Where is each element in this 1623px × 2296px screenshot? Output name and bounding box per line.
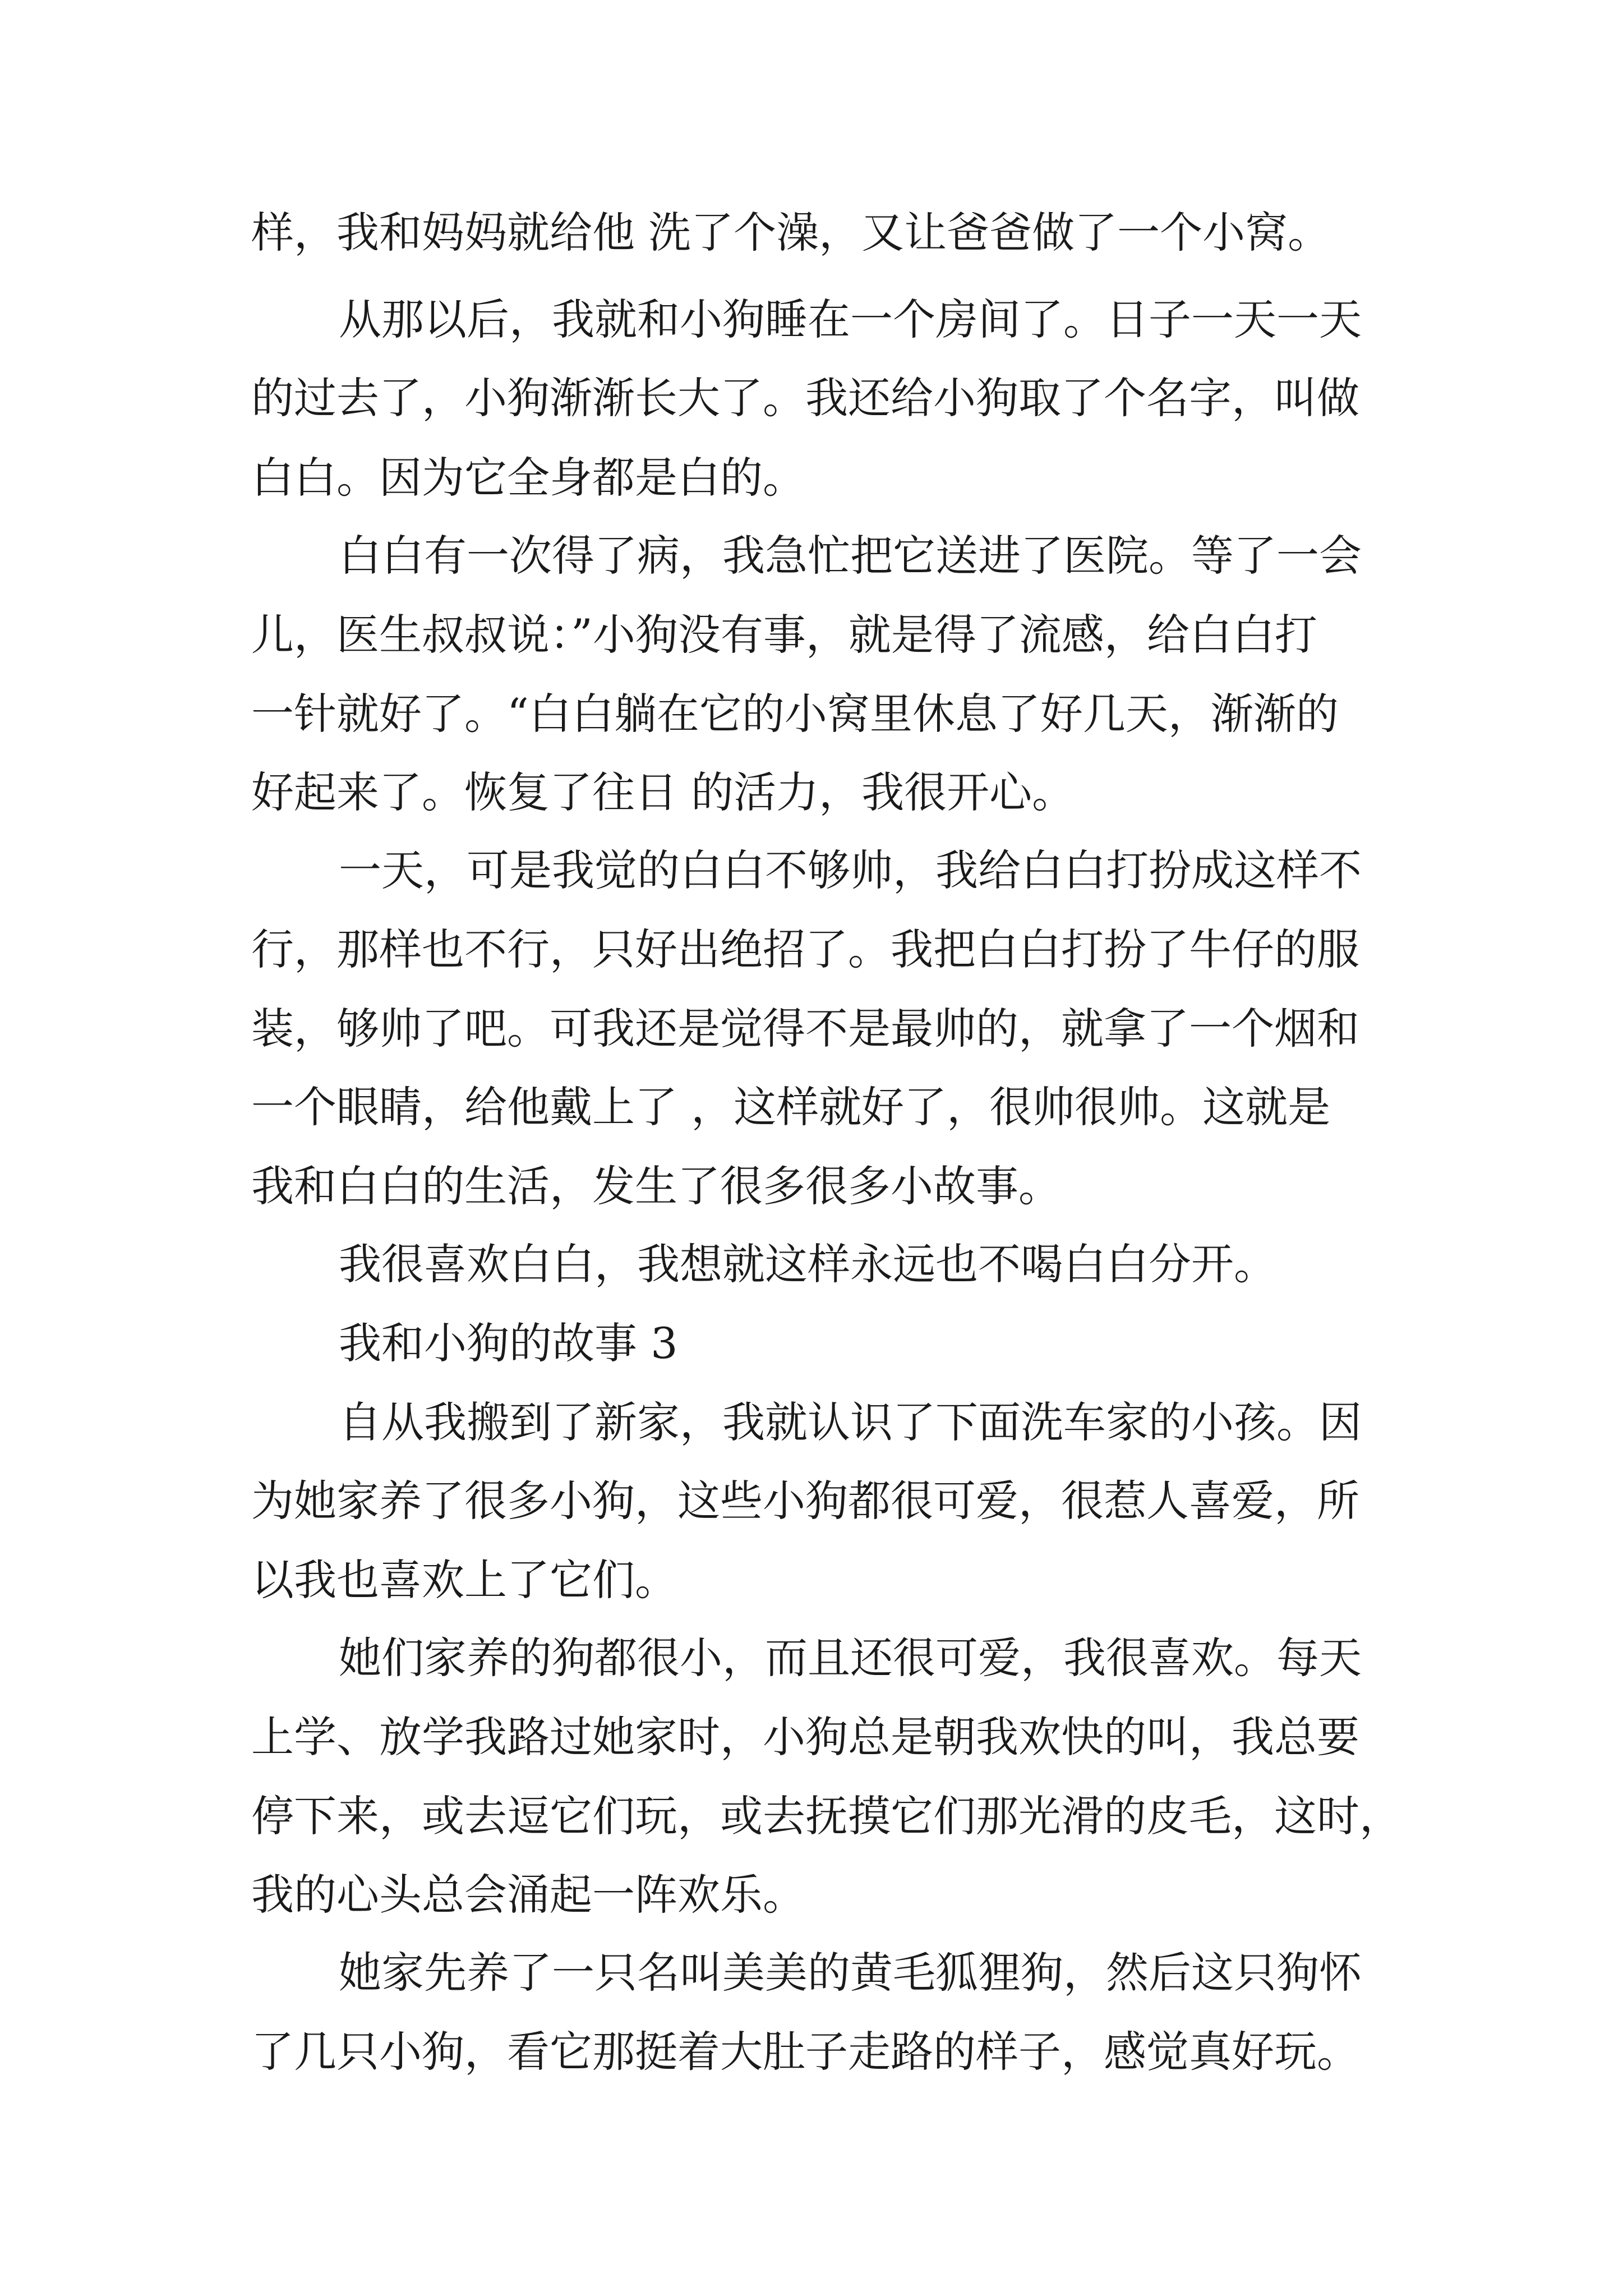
text-line: 行，那样也不行，只好出绝招了。我把白白打扮了牛仔的服	[251, 924, 1359, 974]
text-line: 我的心头总会涌起一阵欢乐。	[251, 1870, 805, 1920]
text-line: 一针就好了。“白白躺在它的小窝里休息了好几天，渐渐的	[251, 689, 1339, 739]
paragraph-first-line: 白白有一次得了病，我急忙把它送进了医院。等了一会	[339, 531, 1362, 581]
section-heading: 我和小狗的故事 3	[339, 1318, 678, 1368]
paragraph-first-line: 自从我搬到了新家，我就认识了下面洗车家的小孩。因	[339, 1397, 1362, 1447]
text-line: 装，够帅了吧。可我还是觉得不是最帅的，就拿了一个烟和	[251, 1004, 1359, 1053]
text-line: 儿，医生叔叔说：”小狗没有事，就是得了流感，给白白打	[251, 610, 1317, 660]
paragraph-first-line: 我很喜欢白白，我想就这样永远也不喝白白分开。	[339, 1239, 1276, 1289]
text-line: 样，我和妈妈就给他 洗了个澡，又让爸爸做了一个小窝。	[251, 208, 1331, 257]
paragraph-first-line: 她们家养的狗都很小，而且还很可爱，我很喜欢。每天	[339, 1633, 1362, 1683]
text-line: 上学、放学我路过她家时，小狗总是朝我欢快的叫，我总要	[251, 1712, 1359, 1762]
text-line: 白白。因为它全身都是白的。	[251, 453, 805, 503]
paragraph-first-line: 她家先养了一只名叫美美的黄毛狐狸狗，然后这只狗怀	[339, 1948, 1362, 1998]
text-line: 我和白白的生活，发生了很多很多小故事。	[251, 1161, 1061, 1211]
text-line: 一个眼睛，给他戴上了 ，这样就好了，很帅很帅。这就是	[251, 1082, 1331, 1132]
text-line: 为她家养了很多小狗，这些小狗都很可爱，很惹人喜爱，所	[251, 1476, 1359, 1526]
text-line: 以我也喜欢上了它们。	[251, 1555, 677, 1605]
paragraph-first-line: 从那以后，我就和小狗睡在一个房间了。日子一天一天	[339, 295, 1362, 344]
text-line: 好起来了。恢复了往日 的活力，我很开心。	[251, 767, 1075, 817]
text-line: 了几只小狗，看它那挺着大肚子走路的样子，感觉真好玩。	[251, 2027, 1359, 2077]
text-line: 停下来，或去逗它们玩，或去抚摸它们那光滑的皮毛，这时，	[251, 1791, 1402, 1841]
paragraph-first-line: 一天，可是我觉的白白不够帅，我给白白打扮成这样不	[339, 845, 1362, 895]
text-line: 的过去了，小狗渐渐长大了。我还给小狗取了个名字，叫做	[251, 373, 1359, 423]
